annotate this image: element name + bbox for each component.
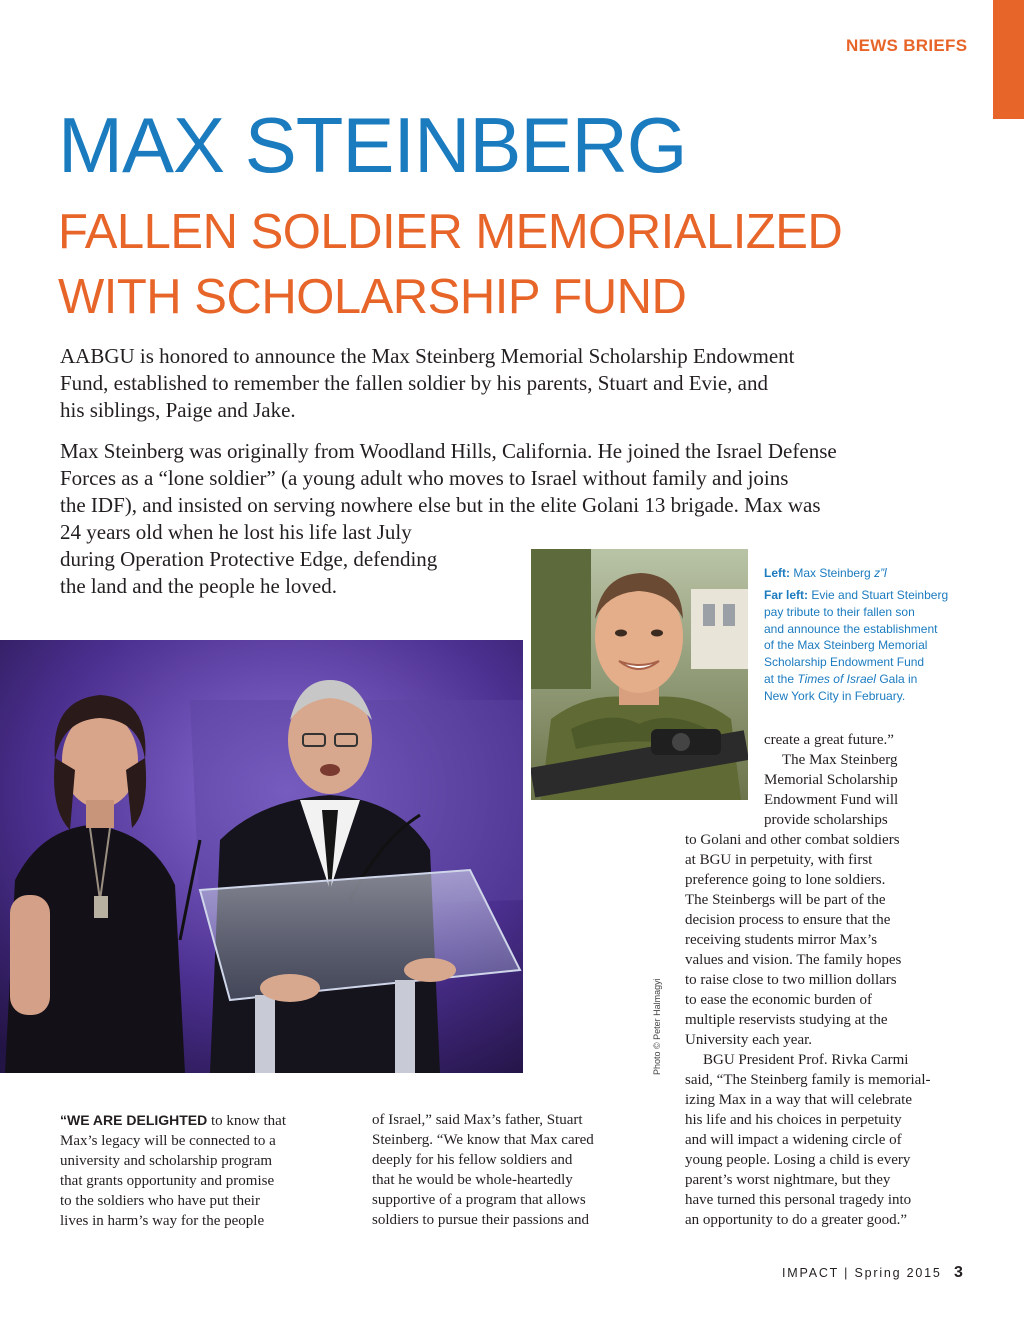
text-line: have turned this personal tragedy into: [685, 1192, 912, 1208]
caption-label: Far left:: [764, 588, 809, 602]
text-line: that grants opportunity and promise: [60, 1173, 275, 1189]
text-line: to ease the economic burden of: [685, 992, 873, 1008]
lead-paragraph-2: [60, 438, 970, 519]
section-label: NEWS BRIEFS: [846, 36, 968, 55]
text-line: decision process to ensure that the: [685, 912, 891, 928]
text-line: his siblings, Paige and Jake.: [60, 398, 296, 422]
text-line: Steinberg. “We know that Max cared: [372, 1132, 594, 1148]
text-line: multiple reservists studying at the: [685, 1012, 888, 1028]
page-number: 3: [954, 1264, 963, 1281]
portrait-photo: [531, 549, 748, 800]
text-line: young people. Losing a child is every: [685, 1152, 911, 1168]
text-line: create a great future.”: [764, 732, 894, 748]
caption-text: and announce the establishment: [764, 621, 938, 636]
column-3: [685, 830, 931, 1230]
caption-text: Max Steinberg: [793, 566, 871, 580]
section-tab-bar: [993, 0, 1024, 119]
text-line: that he would be whole-heartedly: [372, 1172, 573, 1188]
text-line: Max Steinberg was originally from Woodland Hills, California. He joined the Israel Defense: [60, 439, 837, 463]
text-line: to Golani and other combat soldiers: [685, 832, 900, 848]
text-line: university and scholarship program: [60, 1153, 273, 1169]
text-line: izing Max in a way that will celebrate: [685, 1092, 912, 1108]
lead-paragraph-2-continued: [60, 519, 520, 600]
text-line: and will impact a widening circle of: [685, 1132, 902, 1148]
caption-honorific: z”l: [874, 566, 887, 580]
caption-text: New York City in February.: [764, 688, 906, 703]
text-line: deeply for his fellow soldiers and: [372, 1152, 573, 1168]
text-line: AABGU is honored to announce the Max Steinberg Memorial Scholarship Endowment: [60, 344, 795, 368]
text-line: parent’s worst nightmare, but they: [685, 1172, 891, 1188]
text-line: an opportunity to do a greater good.”: [685, 1212, 908, 1228]
text-line: Fund, established to remember the fallen soldier by his parents, Stuart and Evie, and: [60, 371, 768, 395]
text-line: lives in harm’s way for the people: [60, 1213, 265, 1229]
text-line: provide scholarships: [764, 812, 888, 828]
column-2: [372, 1110, 594, 1230]
caption-label: Left:: [764, 566, 790, 580]
caption-publication: Times of Israel: [797, 671, 876, 686]
article-subtitle-line-1: FALLEN SOLDIER MEMORIALIZED: [58, 205, 843, 259]
text-line: the IDF), and insisted on serving nowhere else but in the elite Golani 13 brigade. Max was: [60, 493, 821, 517]
text-line: at BGU in perpetuity, with first: [685, 852, 873, 868]
caption-text: Gala in: [879, 671, 918, 686]
text-line: of Israel,” said Max’s father, Stuart: [372, 1112, 583, 1128]
text-line: 24 years old when he lost his life last July: [60, 520, 412, 544]
text-line: receiving students mirror Max’s: [685, 932, 878, 948]
text-line: Memorial Scholarship: [764, 772, 898, 788]
caption-text: pay tribute to their fallen son: [764, 604, 915, 619]
column-1: [60, 1110, 286, 1231]
lead-paragraph-1: [60, 343, 970, 424]
event-photo: [0, 640, 523, 1073]
lead-in: “WE ARE DELIGHTED: [60, 1112, 208, 1128]
text-line: The Max Steinberg: [782, 752, 898, 768]
text-line: preference going to lone soldiers.: [685, 872, 886, 888]
text-line: Endowment Fund will: [764, 792, 899, 808]
portrait-illustration: [531, 549, 748, 800]
text-line: values and vision. The family hopes: [685, 952, 902, 968]
text-line: supportive of a program that allows: [372, 1192, 586, 1208]
column-3-top: [764, 730, 898, 830]
caption-text: at the: [764, 671, 795, 686]
caption-left: [764, 565, 974, 582]
text-line: Max’s legacy will be connected to a: [60, 1133, 276, 1149]
text-line: The Steinbergs will be part of the: [685, 892, 886, 908]
text-line: soldiers to pursue their passions and: [372, 1212, 590, 1228]
text-line: to the soldiers who have put their: [60, 1193, 260, 1209]
text-line: to know that: [211, 1113, 287, 1129]
text-line: University each year.: [685, 1032, 813, 1048]
article-subtitle-line-2: WITH SCHOLARSHIP FUND: [58, 270, 687, 324]
text-line: during Operation Protective Edge, defending: [60, 547, 438, 571]
footer-publication: IMPACT | Spring 2015: [782, 1266, 942, 1280]
caption-text: Scholarship Endowment Fund: [764, 655, 925, 670]
event-photo-illustration: [0, 640, 523, 1073]
article-title: MAX STEINBERG: [58, 101, 687, 189]
caption-far-left: [764, 587, 974, 705]
caption-text: Evie and Stuart Steinberg: [811, 588, 949, 602]
text-line: his life and his choices in perpetuity: [685, 1112, 902, 1128]
text-line: said, “The Steinberg family is memorial-: [685, 1072, 931, 1088]
text-line: to raise close to two million dollars: [685, 972, 897, 988]
text-line: BGU President Prof. Rivka Carmi: [703, 1052, 909, 1068]
text-line: the land and the people he loved.: [60, 574, 337, 598]
caption-text: of the Max Steinberg Memorial: [764, 638, 928, 653]
photo-credit: Photo © Peter Halmagyi: [652, 978, 662, 1075]
text-line: Forces as a “lone soldier” (a young adult who moves to Israel without family and joins: [60, 466, 789, 490]
